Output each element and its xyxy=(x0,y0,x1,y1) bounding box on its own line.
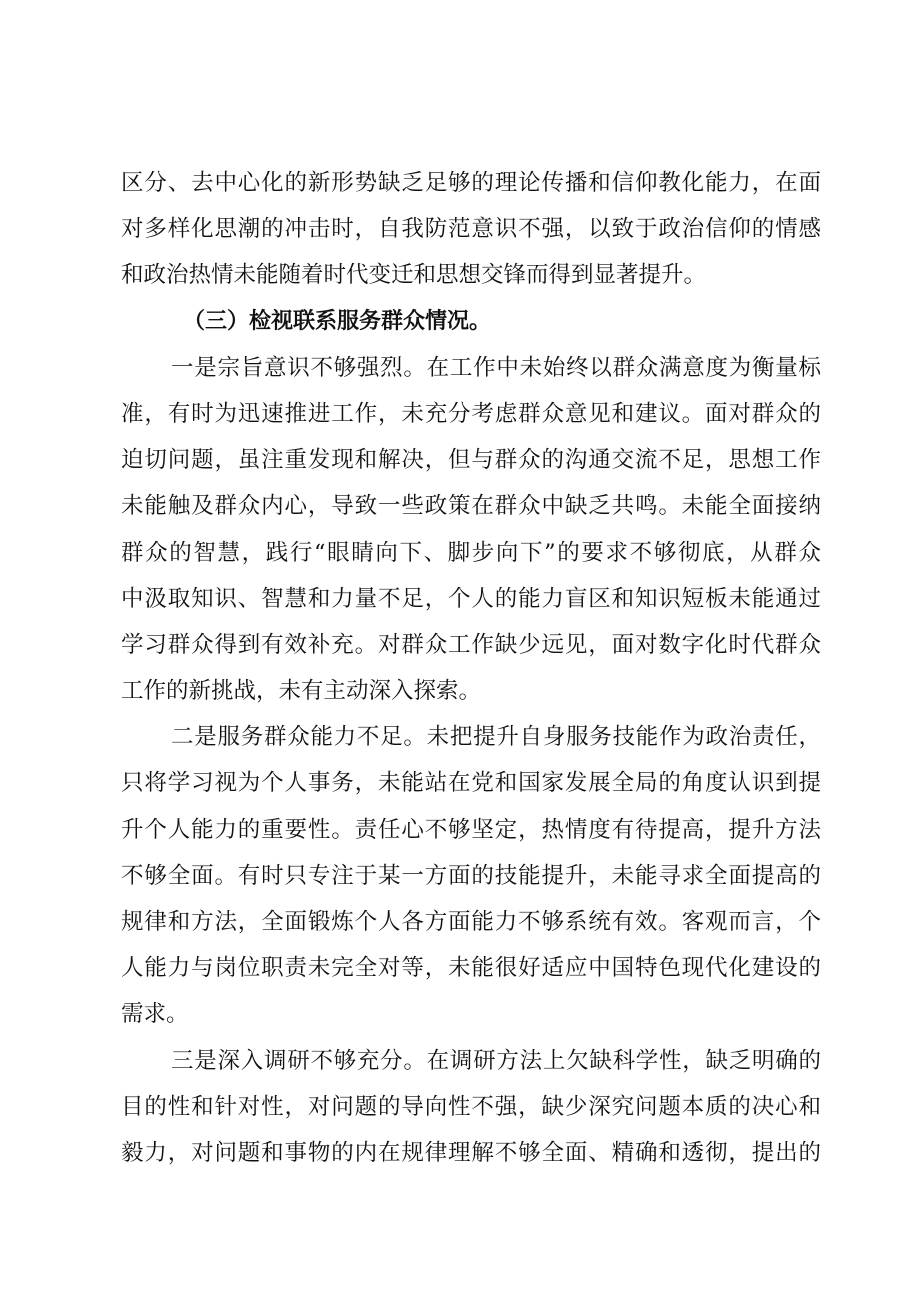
paragraph-first-line: 三是深入调研不够充分。在调研方法上欠缺科学性，缺乏明确的 xyxy=(171,1047,821,1074)
body-line: 学习群众得到有效补充。对群众工作缺少远见，面对数字化时代群众 xyxy=(121,631,821,658)
section-heading: （三）检视联系服务群众情况。 xyxy=(183,308,492,334)
body-line: 升个人能力的重要性。责任心不够坚定，热情度有待提高，提升方法 xyxy=(121,816,821,843)
body-line: 需求。 xyxy=(121,1001,189,1028)
body-line: 区分、去中心化的新形势缺乏足够的理论传播和信仰教化能力，在面 xyxy=(121,170,821,196)
body-line: 不够全面。有时只专注于某一方面的技能提升，未能寻求全面提高的 xyxy=(121,862,821,889)
body-line: 中汲取知识、智慧和力量不足，个人的能力盲区和知识短板未能通过 xyxy=(121,585,821,612)
body-line: 毅力，对问题和事物的内在规律理解不够全面、精确和透彻，提出的 xyxy=(121,1139,821,1166)
paragraph-first-line: 一是宗旨意识不够强烈。在工作中未始终以群众满意度为衡量标 xyxy=(171,354,821,381)
document-body xyxy=(121,163,821,1179)
body-line: 工作的新挑战，未有主动深入探索。 xyxy=(121,678,482,705)
body-line: 对多样化思潮的冲击时，自我防范意识不强，以致于政治信仰的情感 xyxy=(121,216,821,243)
body-line: 规律和方法，全面锻炼个人各方面能力不够系统有效。客观而言，个 xyxy=(121,909,821,935)
body-line: 和政治热情未能随着时代变迁和思想交锋而得到显著提升。 xyxy=(121,262,707,289)
body-line: 目的性和针对性，对问题的导向性不强，缺少深究问题本质的决心和 xyxy=(121,1093,821,1120)
body-line: 只将学习视为个人事务，未能站在党和国家发展全局的角度认识到提 xyxy=(121,770,821,797)
body-line: 群众的智慧，践行“眼睛向下、脚步向下”的要求不够彻底，从群众 xyxy=(121,539,821,566)
body-line: 未能触及群众内心，导致一些政策在群众中缺乏共鸣。未能全面接纳 xyxy=(121,493,821,520)
body-line: 准，有时为迅速推进工作，未充分考虑群众意见和建议。面对群众的 xyxy=(121,400,821,427)
paragraph-first-line: 二是服务群众能力不足。未把提升自身服务技能作为政治责任， xyxy=(171,724,821,751)
body-line: 人能力与岗位职责未完全对等，未能很好适应中国特色现代化建设的 xyxy=(121,955,821,982)
body-line: 迫切问题，虽注重发现和解决，但与群众的沟通交流不足，思想工作 xyxy=(121,447,821,474)
